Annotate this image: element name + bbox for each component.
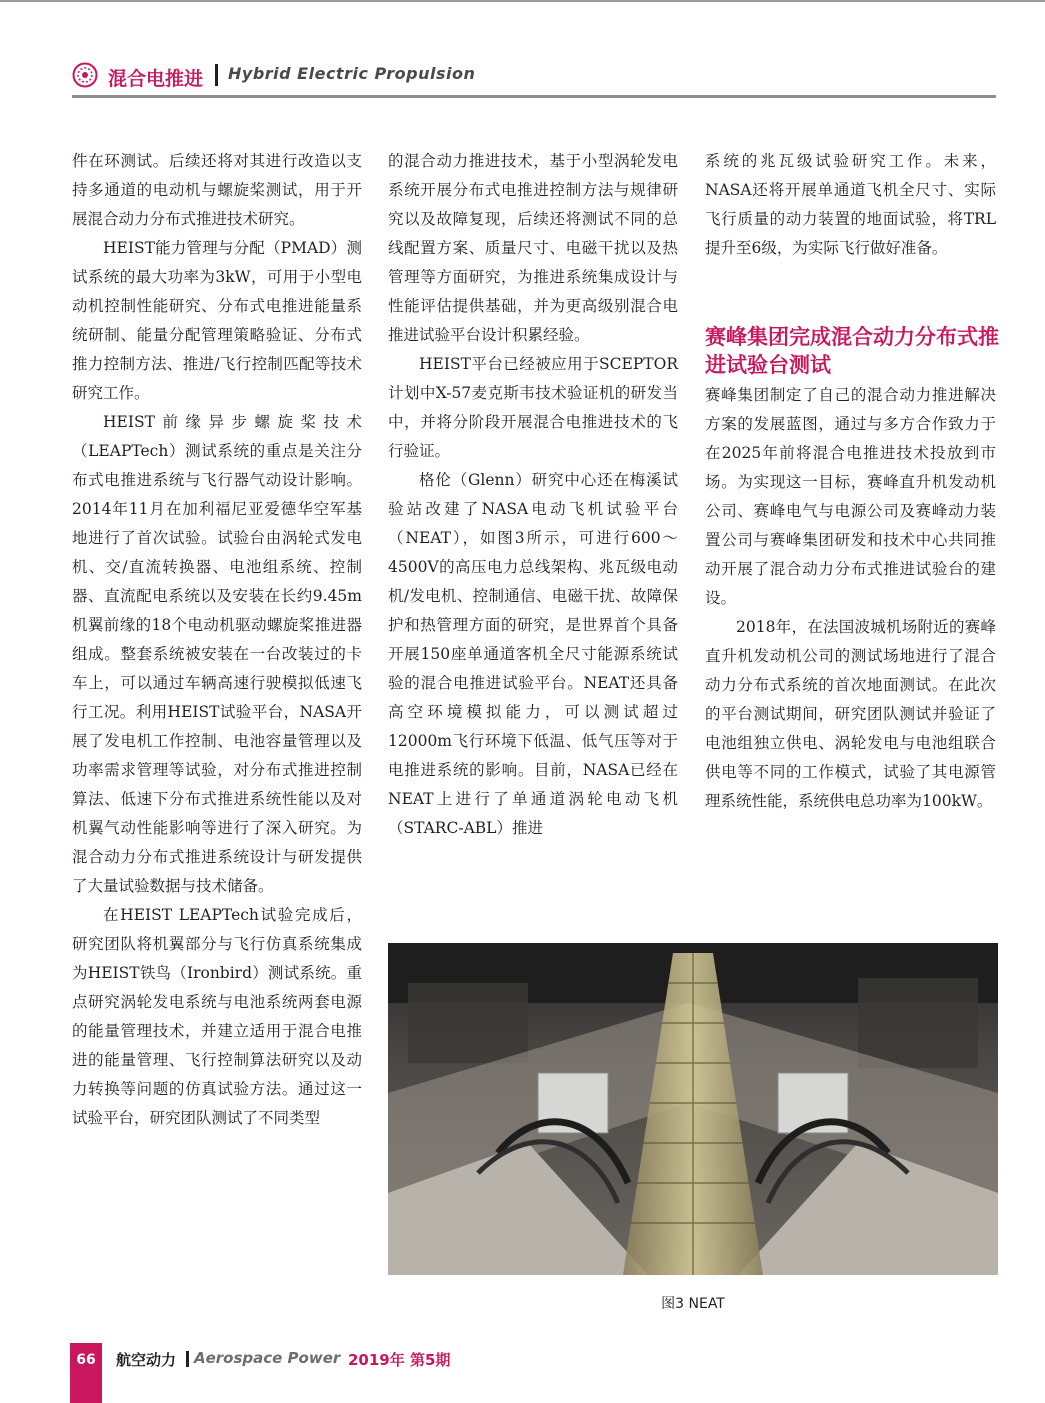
- paragraph: HEIST前缘异步螺旋桨技术（LEAPTech）测试系统的重点是关注分布式电推进系统与飞行器气动设计影响。2014年11月在加利福尼亚爱德华空军基地进行了首次试验。试验台由涡轮式发电机、交/直流转换器、电池组系统、控制器、直流配电系统以及安装在长约9.45m机翼前缘的18个电动机驱动螺旋桨推进器组成。整套系统被安装在一台改装过的卡车上，可以通过车辆高速行驶模拟低速飞行工况。利用HEIST试验平台，NASA开展了发电机工作控制、电池容量管理以及功率需求管理等试验，对分布式推进控制算法、低速下分布式推进系统性能以及对机翼气动性能影响等进行了深入研究。为混合动力分布式推进系统设计与研发提供了大量试验数据与技术储备。: [72, 413, 362, 895]
- column-3-top: [705, 147, 996, 263]
- paragraph: 格伦（Glenn）研究中心还在梅溪试验站改建了NASA电动飞机试验平台（NEAT），如图3所示，可进行600～4500V的高压电力总线架构、兆瓦级电动机/发电机、控制通信、电磁干扰、故障保护和热管理方面的研究，是世界首个具备开展150座单通道客机全尺寸能源系统试验的混合电推进试验平台。NEAT还具备高空环境模拟能力，可以测试超过12000m飞行环境下低温、低气压等对于电推进系统的影响。目前，NASA已经在NEAT上进行了单通道涡轮电动飞机（STARC-ABL）推进: [388, 471, 678, 837]
- running-header: [72, 58, 996, 98]
- section-heading: 赛峰集团完成混合动力分布式推进试验台测试: [705, 325, 999, 377]
- column-1: [72, 147, 362, 1133]
- paragraph: 系统的兆瓦级试验研究工作。未来，NASA还将开展单通道飞机全尺寸、实际飞行质量的动力装置的地面试验，将TRL提升至6级，为实际飞行做好准备。: [705, 152, 996, 257]
- neat-photo-illustration: [388, 943, 998, 1275]
- magazine-title-en: Aerospace Power: [194, 1349, 341, 1367]
- top-rule: [0, 0, 1045, 2]
- column-3-bottom: [705, 381, 996, 816]
- section-logo-icon: [72, 62, 98, 88]
- figure-caption: 图3 NEAT: [661, 1296, 725, 1312]
- header-divider: [215, 64, 218, 86]
- paragraph: HEIST能力管理与分配（PMAD）测试系统的最大功率为3kW，可用于小型电动机控制性能研究、分布式电推进能量系统研制、能量分配管理策略验证、分布式推力控制方法、推进/飞行控制匹配等技术研究工作。: [72, 239, 362, 402]
- paragraph: 件在环测试。后续还将对其进行改造以支持多通道的电动机与螺旋桨测试，用于开展混合动力分布式推进技术研究。: [72, 152, 362, 228]
- paragraph: 的混合动力推进技术，基于小型涡轮发电系统开展分布式电推进控制方法与规律研究以及故障复现，后续还将测试不同的总线配置方案、质量尺寸、电磁干扰以及热管理等方面研究，为推进系统集成设计与性能评估提供基础，并为更高级别混合电推进试验平台设计积累经验。: [388, 152, 678, 344]
- paragraph: 在HEIST LEAPTech试验完成后，研究团队将机翼部分与飞行仿真系统集成为HEIST铁鸟（Ironbird）测试系统。重点研究涡轮发电系统与电池系统两套电源的能量管理技术，并建立适用于混合电推进的能量管理、飞行控制算法研究以及动力转换等问题的仿真试验方法。通过这一试验平台，研究团队测试了不同类型: [72, 906, 362, 1127]
- issue-label: 2019年 第5期: [348, 1351, 451, 1369]
- figure-neat-photo: [388, 943, 998, 1275]
- footer-divider: [186, 1351, 189, 1367]
- section-title-zh: 混合电推进: [108, 68, 204, 90]
- section-title-en: Hybrid Electric Propulsion: [228, 64, 476, 83]
- paragraph: 2018年，在法国波城机场附近的赛峰直升机发动机公司的测试场地进行了混合动力分布式系统的首次地面测试。在此次的平台测试期间，研究团队测试并验证了电池组独立供电、涡轮发电与电池组联合供电等不同的工作模式，试验了其电源管理系统性能，系统供电总功率为100kW。: [705, 618, 996, 810]
- header-rule: [72, 95, 996, 98]
- page-number: 66: [76, 1352, 96, 1368]
- column-2: [388, 147, 678, 843]
- paragraph: 赛峰集团制定了自己的混合动力推进解决方案的发展蓝图，通过与多方合作致力于在2025年前将混合电推进技术投放到市场。为实现这一目标，赛峰直升机发动机公司、赛峰电气与电源公司及赛峰动力装置公司与赛峰集团研发和技术中心共同推动开展了混合动力分布式推进试验台的建设。: [705, 386, 996, 607]
- magazine-title-zh: 航空动力: [116, 1351, 177, 1369]
- paragraph: HEIST平台已经被应用于SCEPTOR计划中X-57麦克斯韦技术验证机的研发当中，并将分阶段开展混合电推进技术的飞行验证。: [388, 355, 678, 460]
